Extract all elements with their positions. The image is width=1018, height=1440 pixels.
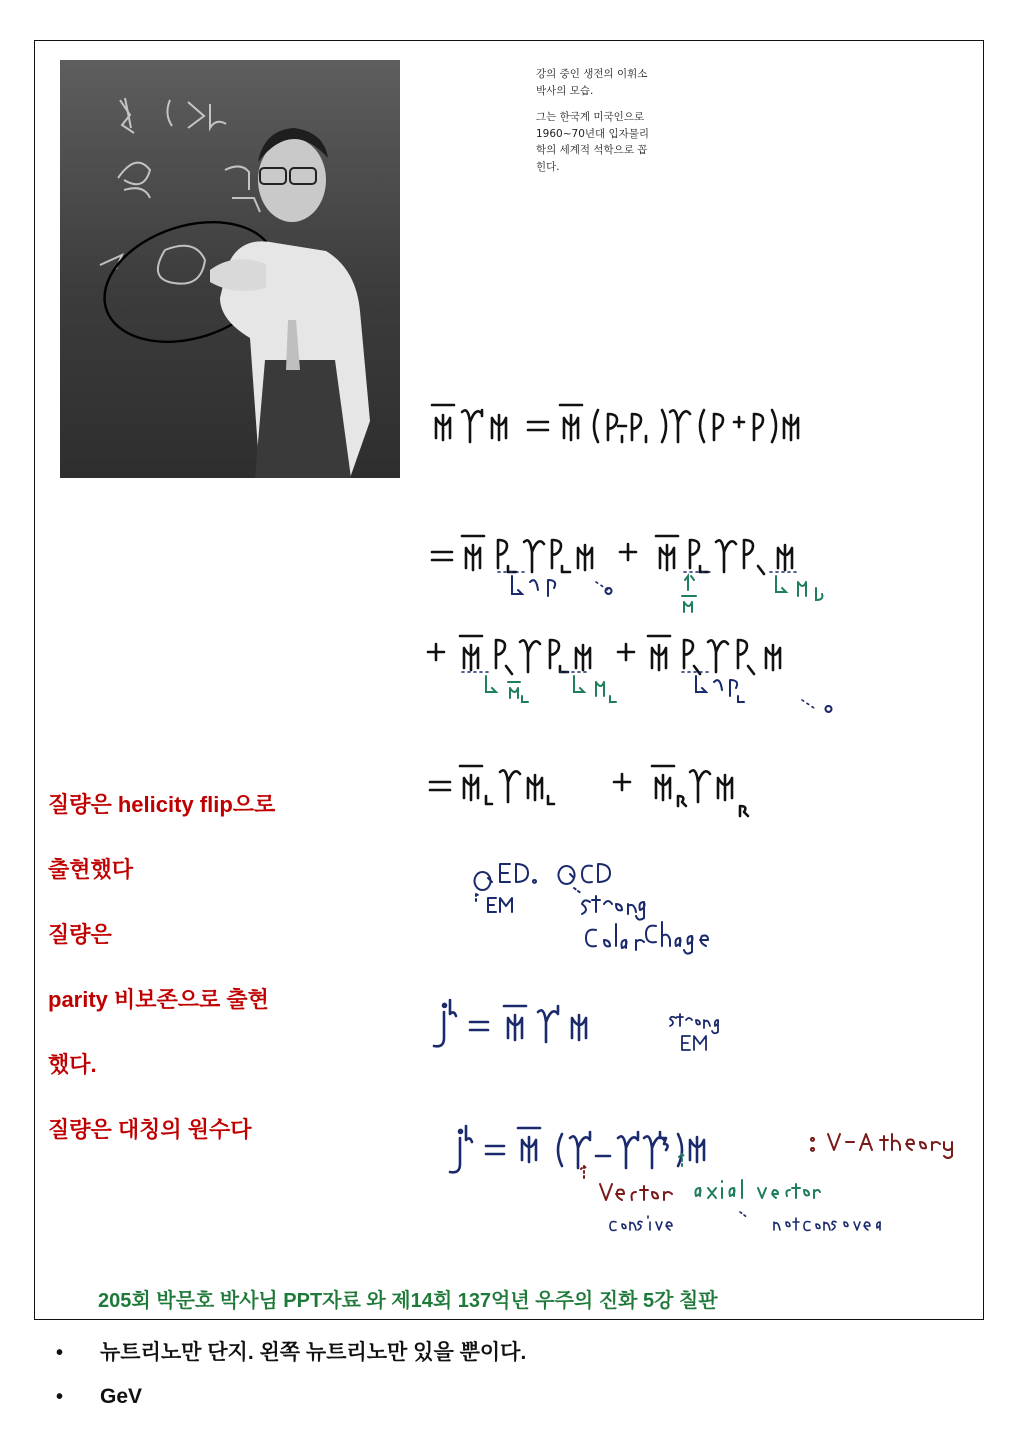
caption-paragraph-2: 그는 한국계 미국인으로 1960~70년대 입자물리학의 세계적 석학으로 꼽힌다. — [536, 111, 650, 173]
derivation-line-2 — [432, 536, 792, 574]
bullet-text: 뉴트리노만 단지. 왼쪽 뉴트리노만 있을 뿐이다. — [100, 1341, 527, 1364]
side-note: 출현했다 — [48, 857, 134, 882]
va-current-line — [450, 1126, 704, 1172]
derivation-line-1 — [432, 405, 798, 442]
photo-caption — [536, 66, 654, 185]
bullet-icon: • — [56, 1386, 64, 1408]
list-item — [48, 1384, 526, 1428]
vector-label — [581, 1166, 672, 1200]
lecture-photo — [60, 60, 400, 478]
source-footer: 205회 박문호 박사님 PPT자료 와 제14회 137억년 우주의 진화 5강 칠판 — [98, 1290, 718, 1312]
derivation-line-4 — [430, 766, 748, 816]
side-note: 질량은 helicity flip으로 — [48, 792, 276, 817]
derivation-line-3 — [428, 636, 780, 674]
side-notes — [48, 790, 388, 1180]
side-note: 했다. — [48, 1052, 97, 1077]
current-line — [434, 1000, 586, 1046]
derivation-line-2-notes — [498, 572, 800, 590]
side-note: 질량은 — [48, 922, 112, 947]
handwritten-derivation — [400, 370, 980, 1250]
bullet-list — [48, 1340, 526, 1428]
side-note: parity 비보존으로 출현 — [48, 987, 269, 1012]
axial-vector-label — [679, 1154, 820, 1198]
list-item — [48, 1340, 526, 1384]
bullet-icon: • — [56, 1342, 64, 1364]
va-theory-label — [811, 1134, 952, 1158]
caption-paragraph-1: 강의 중인 생전의 이휘소 박사의 모습. — [536, 68, 648, 97]
bullet-text: GeV — [100, 1385, 143, 1408]
side-note: 질량은 대칭의 원수다 — [48, 1117, 252, 1142]
qed-qcd-notes — [475, 864, 709, 954]
